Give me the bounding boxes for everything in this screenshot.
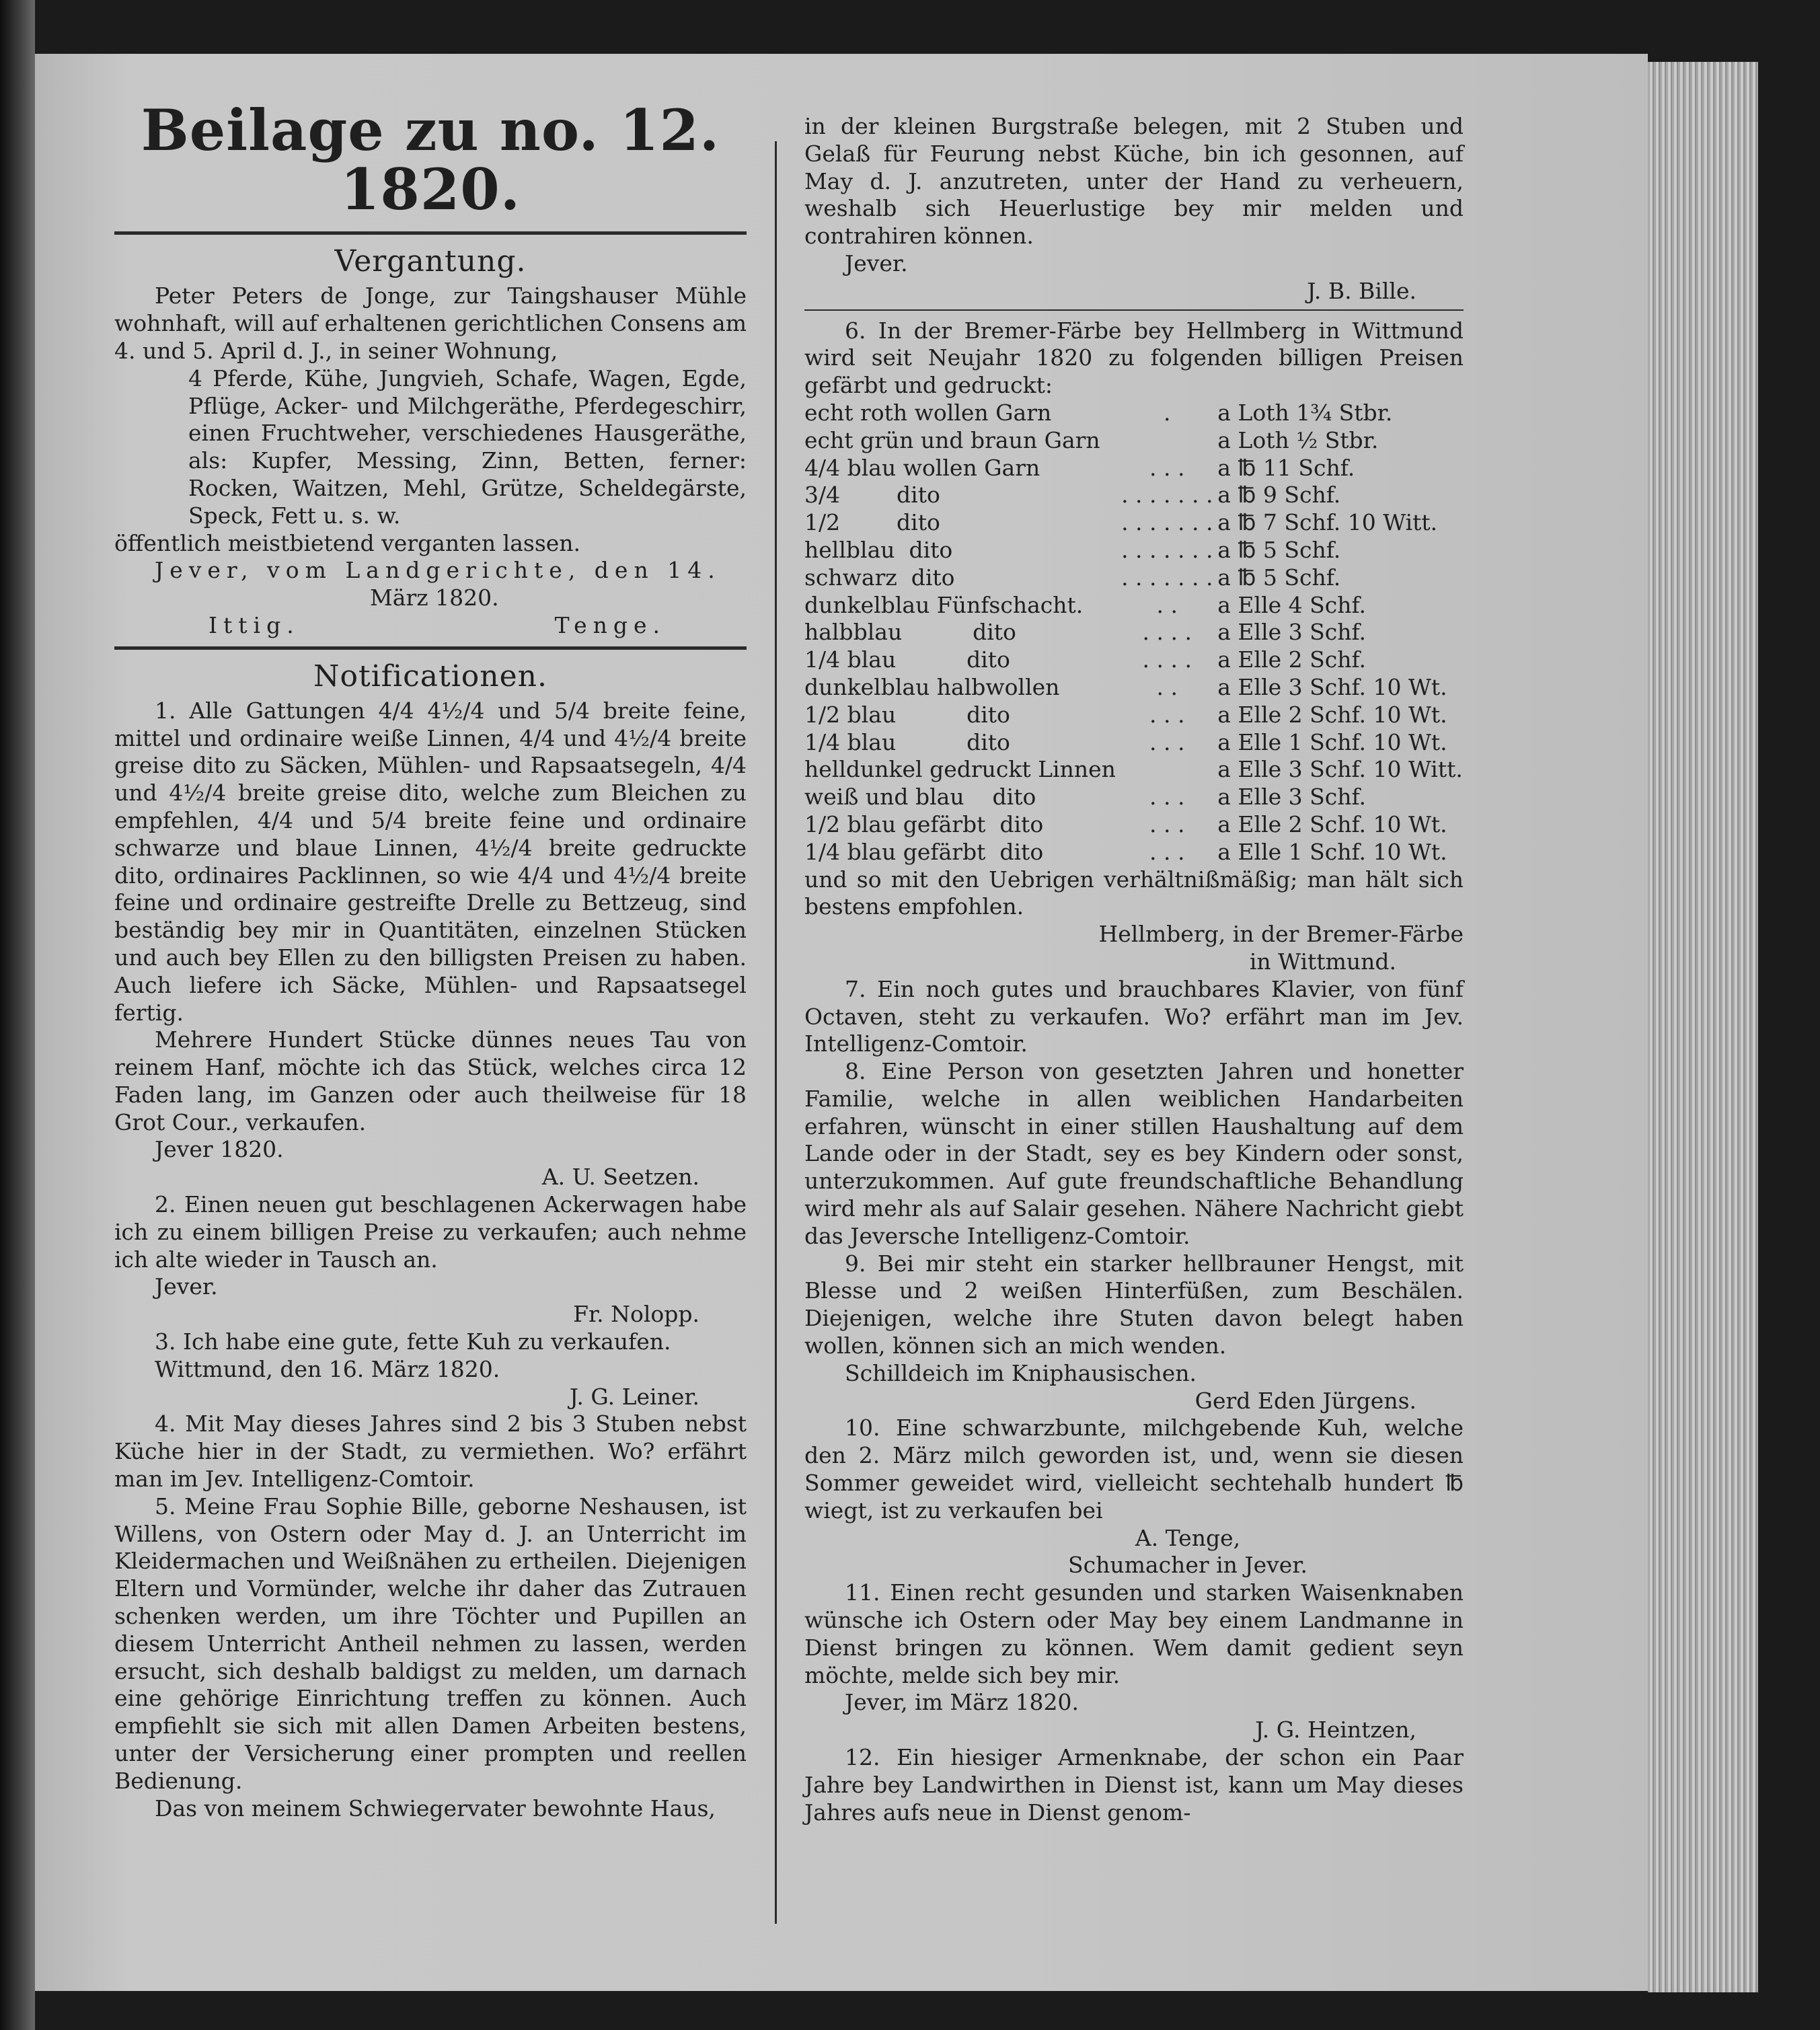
notice-11-place: Jever, im März 1820.: [845, 1689, 1079, 1716]
notice-3-place: Wittmund, den 16. März 1820.: [155, 1355, 500, 1382]
notice-2-signature: Fr. Nolopp.: [573, 1301, 699, 1328]
price-value: a ℔ 11 Schf.: [1217, 454, 1355, 481]
vergantung-court-line: Jever, vom Landgerichte, den 14.: [155, 557, 721, 584]
price-item: dunkelblau halbwollen: [804, 673, 1060, 700]
notice-8: 8. Eine Person von gesetzten Jahren und honetter Familie, welche in allen weiblichen Handarbeiten erfahren, wünscht in einer stillen Haushaltung auf dem Lande oder in der Stadt, sey es bey Kindern oder sonst, unterzukommen. Auf gute freundschaftliche Behandlung wird mehr als auf Salair gesehen. Nähere Nachricht giebt das Jeversche Intelligenz-Comtoir.: [804, 1058, 1464, 1249]
right-column: [804, 113, 1464, 1826]
notice-6-signature-place: in Wittmund.: [1249, 948, 1396, 975]
price-value: a Elle 2 Schf.: [1217, 646, 1367, 673]
price-row: [804, 537, 1464, 564]
price-leader: . . . . . . .: [1121, 564, 1213, 591]
signature-tenge: Tenge.: [554, 611, 666, 638]
price-item: 3/4 dito: [804, 482, 940, 509]
price-value: a Elle 3 Schf.: [1217, 619, 1367, 646]
price-item: 1/2 dito: [804, 509, 940, 536]
price-row: [804, 400, 1464, 427]
price-item: echt grün und braun Garn: [804, 426, 1100, 453]
notice-10-signature: A. Tenge,: [1135, 1524, 1241, 1551]
notice-6-signature: Hellmberg, in der Bremer-Färbe: [1098, 921, 1464, 948]
price-value: a ℔ 7 Schf. 10 Witt.: [1217, 509, 1438, 536]
price-leader: . . .: [1149, 454, 1185, 481]
price-value: a Elle 3 Schf. 10 Wt.: [1217, 673, 1447, 700]
notice-10: 10. Eine schwarzbunte, milchgebende Kuh, welche den 2. März milch geworden ist, und, wenn sie diesen Sommer geweidet wird, vielleicht sechtehalb hundert ℔ wiegt, ist zu verkaufen bei: [804, 1415, 1464, 1524]
price-row: [804, 455, 1464, 482]
price-leader: . . .: [1149, 838, 1185, 865]
price-leader: . . . .: [1142, 619, 1192, 646]
price-row: [804, 482, 1464, 509]
vergantung-closing: öffentlich meistbietend verganten lassen.: [114, 529, 581, 556]
price-item: 1/4 blau dito: [804, 646, 1010, 673]
price-leader: . . .: [1149, 728, 1185, 755]
column-divider: [775, 141, 777, 1924]
price-row: [804, 729, 1464, 757]
book-spine-shadow: [0, 0, 35, 2030]
notice-1: 1. Alle Gattungen 4/4 4½/4 und 5/4 breite feine, mittel und ordinaire weiße Linnen, 4/4 und 4½/4 breite greise dito zu Säcken, Mühlen- und Rapsaatsegeln, 4/4 und 4½/4 breite greise dito, welche zum Bleichen zu empfehlen, 4/4 und 5/4 breite feine und ordinaire schwarze und blaue Linnen, 4½/4 breite gedruckte dito, ordinaires Packlinnen, so wie 4/4 und 4½/4 breite feine und ordinaire gestreifte Drelle zu Bettzeug, sind beständig bey mir in Quantitäten, einzelnen Stücken und auch bey Ellen zu den billigsten Preisen zu haben. Auch liefere ich Säcke, Mühlen- und Rapsaatsegel fertig.: [114, 697, 747, 1026]
notice-2-place: Jever.: [155, 1273, 218, 1300]
notice-4: 4. Mit May dieses Jahres sind 2 bis 3 Stuben nebst Küche hier in der Stadt, zu vermiethen. Wo? erfährt man im Jev. Intelligenz-Comtoir.: [114, 1411, 747, 1493]
price-value: a Loth ½ Stbr.: [1217, 426, 1379, 453]
notice-9-place: Schilldeich im Kniphausischen.: [845, 1359, 1197, 1386]
price-row: [804, 702, 1464, 729]
price-value: a ℔ 5 Schf.: [1217, 564, 1341, 591]
notice-9: 9. Bei mir steht ein starker hellbrauner Hengst, mit Blesse und 2 weißen Hinterfüßen, zum Beschälen. Diejenigen, welche ihre Stuten davon belegt haben wollen, können sich an mich wenden.: [804, 1250, 1464, 1359]
vergantung-intro: Peter Peters de Jonge, zur Taingshauser Mühle wohnhaft, will auf erhaltenen gerichtlichen Consens am 4. und 5. April d. J., in seiner Wohnung,: [114, 283, 747, 364]
notice-11-signature: J. G. Heintzen,: [1255, 1717, 1416, 1743]
price-row: [804, 564, 1464, 592]
notice-6-intro: 6. In der Bremer-Färbe bey Hellmberg in Wittmund wird seit Neujahr 1820 zu folgenden billigen Preisen gefärbt und gedruckt:: [804, 317, 1464, 399]
page-edges: [1648, 62, 1758, 1992]
section-heading-notificationen: Notificationen.: [313, 659, 547, 693]
price-item: weiß und blau dito: [804, 784, 1036, 811]
price-value: a ℔ 5 Schf.: [1217, 536, 1341, 563]
notice-rule: [804, 309, 1464, 311]
left-column: [114, 97, 747, 1822]
notice-5-signature: J. B. Bille.: [1307, 277, 1416, 304]
price-value: a Elle 4 Schf.: [1217, 591, 1367, 618]
price-leader: . .: [1156, 673, 1178, 700]
price-row: [804, 592, 1464, 619]
price-leader: . . . . . . .: [1121, 482, 1213, 509]
price-value: a Loth 1¾ Stbr.: [1217, 399, 1393, 426]
price-item: echt roth wollen Garn: [804, 399, 1052, 426]
price-leader: . . .: [1149, 811, 1185, 837]
price-row: [804, 811, 1464, 839]
price-row: [804, 839, 1464, 866]
notice-3-signature: J. G. Leiner.: [569, 1383, 699, 1410]
notice-5: 5. Meine Frau Sophie Bille, geborne Neshausen, ist Willens, von Ostern oder May d. J. an Unterricht im Kleidermachen und Weißnähen zu ertheilen. Diejenigen Eltern und Vormünder, welche ihr daher das Zutrauen schenken werden, um ihre Töchter und Pupillen an diesem Unterricht Antheil nehmen zu lassen, werden ersucht, sich deshalb baldigst zu melden, um darnach eine gehörige Einrichtung treffen zu können. Auch empfiehlt sie sich mit allen Damen Arbeiten bestens, unter der Versicherung einer prompten und reellen Bedienung.: [114, 1493, 747, 1794]
notice-9-signature: Gerd Eden Jürgens.: [1195, 1387, 1416, 1414]
section-rule: [114, 646, 747, 650]
price-item: halbblau dito: [804, 619, 1016, 646]
price-leader: . . .: [1149, 701, 1185, 728]
price-leader: . . . .: [1142, 646, 1192, 673]
price-item: 1/2 blau gefärbt dito: [804, 811, 1044, 837]
price-value: a Elle 2 Schf. 10 Wt.: [1217, 811, 1447, 837]
vergantung-signatures: [114, 612, 747, 640]
price-leader: [1116, 756, 1217, 784]
price-item: 1/4 blau dito: [804, 728, 1010, 755]
dye-price-table: [804, 400, 1464, 866]
price-row: [804, 674, 1464, 702]
price-item: 1/2 blau dito: [804, 701, 1010, 728]
price-value: a Elle 1 Schf. 10 Wt.: [1217, 728, 1447, 755]
price-item: hellblau dito: [804, 536, 953, 563]
price-value: a Elle 1 Schf. 10 Wt.: [1217, 838, 1447, 865]
notice-5-place: Jever.: [845, 250, 908, 276]
price-row: [804, 756, 1464, 784]
notice-1-rope: Mehrere Hundert Stücke dünnes neues Tau von reinem Hanf, möchte ich das Stück, welches circa 12 Faden lang, im Ganzen oder auch theilweise für 18 Grot Cour., verkaufen.: [114, 1026, 747, 1135]
price-row: [804, 509, 1464, 537]
signature-ittig: Ittig.: [208, 611, 300, 638]
notice-10-signature-trade: Schumacher in Jever.: [1068, 1552, 1307, 1579]
title-rule: [114, 231, 747, 235]
vergantung-court-date: März 1820.: [370, 585, 499, 611]
price-leader: [1116, 427, 1217, 455]
notice-12: 12. Ein hiesiger Armenknabe, der schon ein Paar Jahre bey Landwirthen in Dienst ist, kann um May dieses Jahres aufs neue in Dienst genom-: [804, 1744, 1464, 1826]
vergantung-items: 4 Pferde, Kühe, Jungvieh, Schafe, Wagen, Egde, Pflüge, Acker- und Milchgeräthe, Pferdegeschirr, einen Fruchtweher, verschiedenes Hausgeräthe, als: Kupfer, Messing, Zinn, Betten, ferner: Rocken, Waitzen, Mehl, Grütze, Scheldegärste, Speck, Fett u. s. w.: [188, 365, 747, 529]
notice-5-house: Das von meinem Schwiegervater bewohnte Haus,: [155, 1795, 716, 1821]
price-item: schwarz dito: [804, 564, 955, 591]
notice-2: 2. Einen neuen gut beschlagenen Ackerwagen habe ich zu einem billigen Preise zu verkaufen; auch nehme ich alte wieder in Tausch an.: [114, 1191, 747, 1273]
price-leader: . .: [1156, 591, 1178, 618]
notice-6-outro: und so mit den Uebrigen verhältnißmäßig; man hält sich bestens empfohlen.: [804, 866, 1464, 920]
notice-3: 3. Ich habe eine gute, fette Kuh zu verkaufen.: [155, 1328, 671, 1355]
price-item: 4/4 blau wollen Garn: [804, 454, 1040, 481]
price-value: a Elle 3 Schf.: [1217, 784, 1367, 811]
page-title: Beilage zu no. 12. 1820.: [141, 97, 720, 223]
price-leader: . . . . . . .: [1121, 509, 1213, 536]
price-item: dunkelblau Fünfschacht.: [804, 591, 1084, 618]
notice-11: 11. Einen recht gesunden und starken Waisenknaben wünsche ich Ostern oder May bey einem Landmanne in Dienst bringen zu können. Wem damit gedient seyn möchte, melde sich bey mir.: [804, 1579, 1464, 1688]
section-heading-vergantung: Vergantung.: [334, 244, 527, 279]
price-value: a Elle 2 Schf. 10 Wt.: [1217, 701, 1447, 728]
price-item: 1/4 blau gefärbt dito: [804, 838, 1044, 865]
notice-7: 7. Ein noch gutes und brauchbares Klavier, von fünf Octaven, steht zu verkaufen. Wo? erfährt man im Jev. Intelligenz-Comtoir.: [804, 975, 1464, 1057]
price-row: [804, 619, 1464, 646]
price-value: a Elle 3 Schf. 10 Witt.: [1217, 756, 1463, 783]
notice-1-place: Jever 1820.: [155, 1136, 284, 1163]
price-leader: .: [1164, 399, 1171, 426]
price-row: [804, 646, 1464, 674]
price-leader: . . . . . . .: [1121, 536, 1213, 563]
price-item: helldunkel gedruckt Linnen: [804, 756, 1116, 783]
price-row: [804, 784, 1464, 811]
price-value: a ℔ 9 Schf.: [1217, 482, 1341, 509]
price-leader: . . .: [1149, 784, 1185, 811]
notice-1-signature: A. U. Seetzen.: [541, 1164, 699, 1191]
notice-5-continued: in der kleinen Burgstraße belegen, mit 2 Stuben und Gelaß für Feurung nebst Küche, bin ich gesonnen, auf May d. J. anzutreten, unter der Hand zu verheuern, weshalb sich Heuerlustige bey mir melden und contrahiren können.: [804, 113, 1464, 250]
price-row: [804, 427, 1464, 455]
